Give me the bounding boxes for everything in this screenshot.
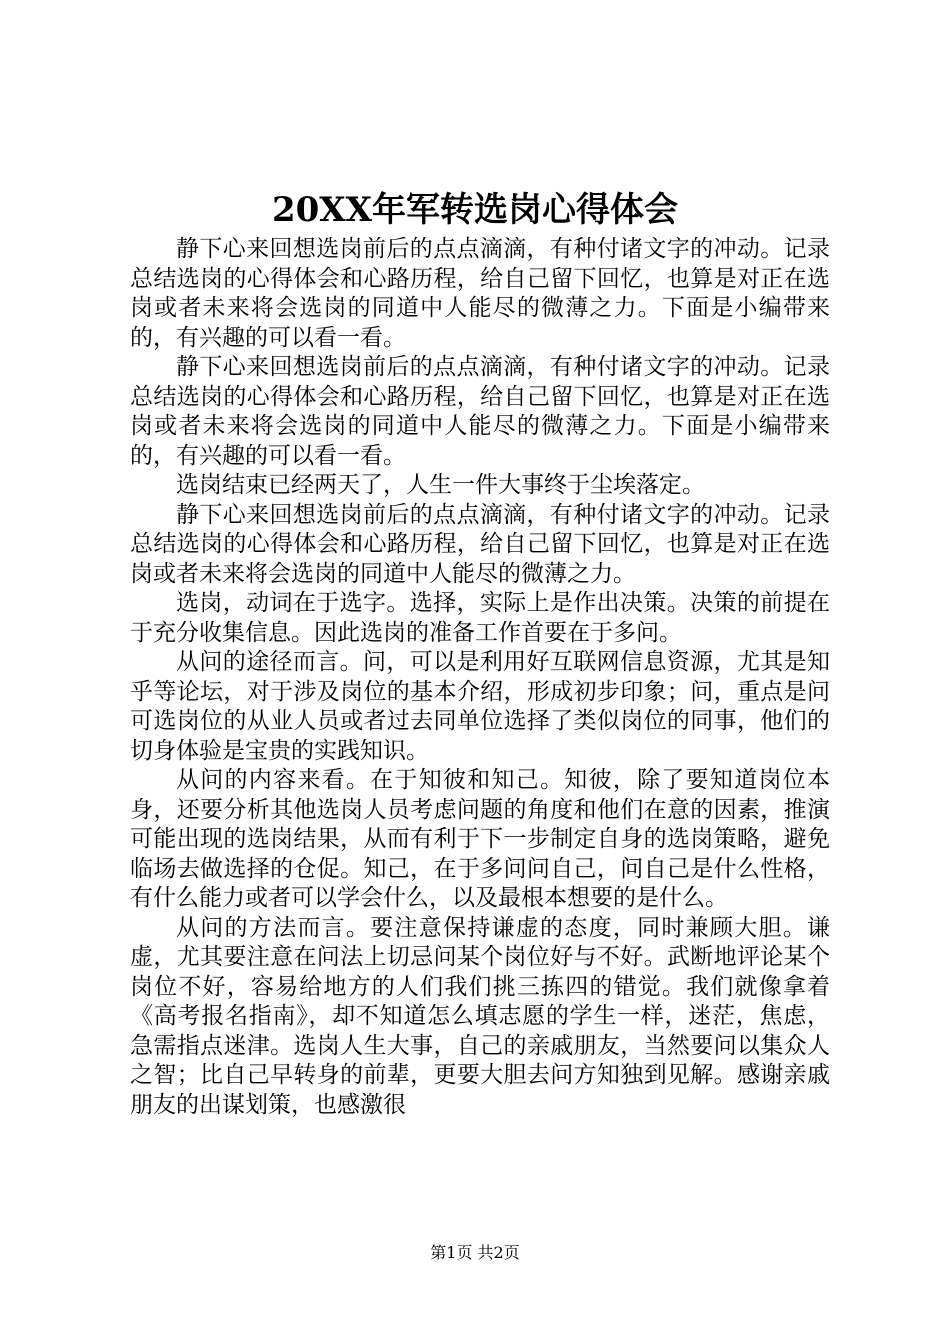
paragraph: 静下心来回想选岗前后的点点滴滴，有种付诸文字的冲动。记录总结选岗的心得体会和心路历程，给自己留下回忆，也算是对正在选岗或者未来将会选岗的同道中人能尽的微薄之力。 xyxy=(130,501,830,587)
document-body xyxy=(130,235,830,1120)
paragraph: 从问的方法而言。要注意保持谦虚的态度，同时兼顾大胆。谦虚，尤其要注意在问法上切忌问某个岗位好与不好。武断地评论某个岗位不好，容易给地方的人们我们挑三拣四的错觉。我们就像拿着《高考报名指南》，却不知道怎么填志愿的学生一样，迷茫，焦虑，急需指点迷津。选岗人生大事，自己的亲戚朋友，当然要问以集众人之智；比自己早转身的前辈，更要大胆去问方知独到见解。感谢亲戚朋友的出谋划策，也感激很 xyxy=(130,914,830,1118)
paragraph: 静下心来回想选岗前后的点点滴滴，有种付诸文字的冲动。记录总结选岗的心得体会和心路历程，给自己留下回忆，也算是对正在选岗或者未来将会选岗的同道中人能尽的微薄之力。下面是小编带来的，有兴趣的可以看一看。 xyxy=(130,354,830,469)
paragraph: 从问的途径而言。问，可以是利用好互联网信息资源，尤其是知乎等论坛，对于涉及岗位的基本介绍，形成初步印象；问，重点是问可选岗位的从业人员或者过去同单位选择了类似岗位的同事，他们的切身体验是宝贵的实践知识。 xyxy=(130,649,830,764)
document-title: 20XX年军转选岗心得体会 xyxy=(271,190,679,230)
paragraph: 选岗结束已经两天了，人生一件大事终于尘埃落定。 xyxy=(176,472,705,498)
paragraph: 从问的内容来看。在于知彼和知己。知彼，除了要知道岗位本身，还要分析其他选岗人员考虑问题的角度和他们在意的因素，推演可能出现的选岗结果，从而有利于下一步制定自身的选岗策略，避免临场去做选择的仓促。知己，在于多问问自己，问自己是什么性格，有什么能力或者可以学会什么，以及最根本想要的是什么。 xyxy=(130,767,830,911)
paragraph: 静下心来回想选岗前后的点点滴滴，有种付诸文字的冲动。记录总结选岗的心得体会和心路历程，给自己留下回忆，也算是对正在选岗或者未来将会选岗的同道中人能尽的微薄之力。下面是小编带来的，有兴趣的可以看一看。 xyxy=(130,236,830,351)
page-footer: 第1页 共2页 xyxy=(430,1243,520,1262)
paragraph: 选岗，动词在于选字。选择，实际上是作出决策。决策的前提在于充分收集信息。因此选岗的准备工作首要在于多问。 xyxy=(130,590,830,646)
